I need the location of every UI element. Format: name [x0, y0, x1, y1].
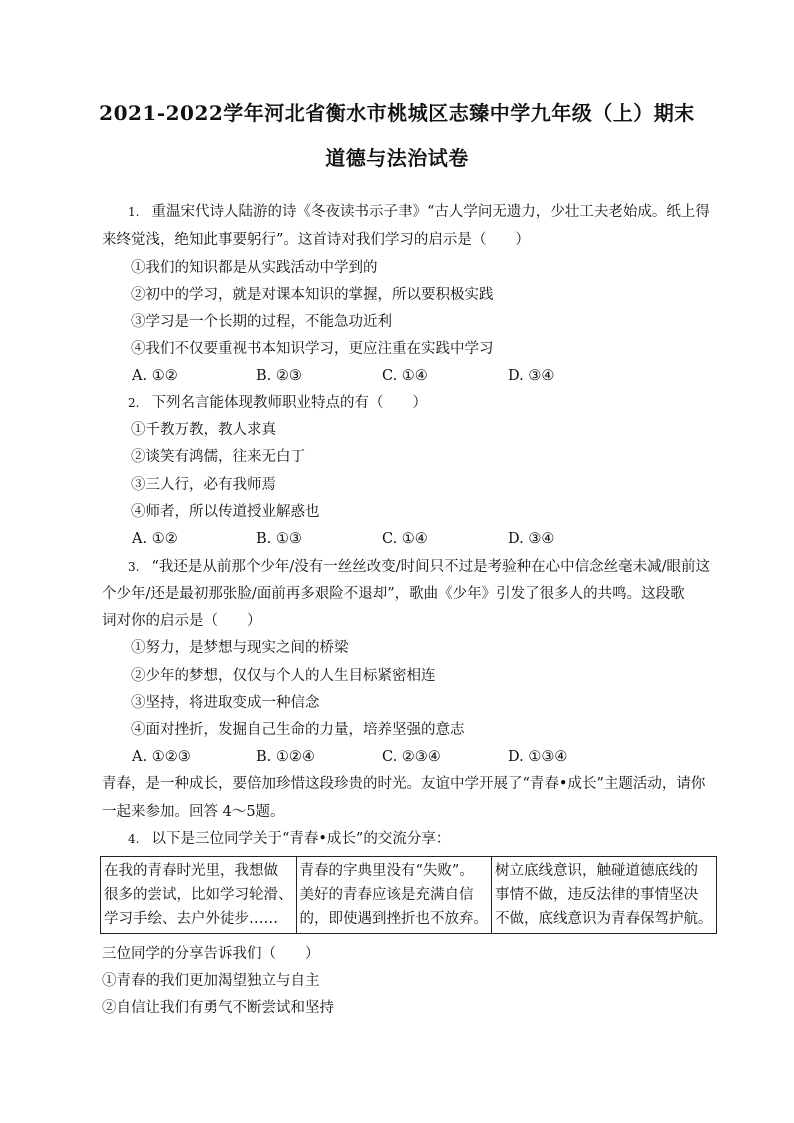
- question-4-item-1: ①青春的我们更加渴望独立与自主: [102, 973, 320, 989]
- cell-text: 事情不做，违反法律的事情坚决: [495, 887, 698, 903]
- question-2-item-1: ①千教万教，教人求真: [131, 422, 276, 438]
- question-1-item-1: ①我们的知识都是从实践活动中学到的: [131, 260, 378, 276]
- question-3-stem-line3: 词对你的启示是（ ）: [102, 613, 262, 629]
- question-1-stem-line1: [128, 202, 710, 222]
- question-4-item-2: ②自信让我们有勇气不断尝试和坚持: [102, 1000, 334, 1016]
- question-3-item-1: ①努力，是梦想与现实之间的桥梁: [131, 640, 349, 656]
- question-3-stem-text: “我还是从前那个少年/没有一丝丝改变/时间只不过是考验种在心中信念丝毫未减/眼前这: [151, 559, 711, 575]
- cell-text: 不做，底线意识为青春保驾护航。: [495, 911, 713, 927]
- question-1-option-c[interactable]: C. ①④: [382, 368, 428, 384]
- question-2-option-a[interactable]: A. ①②: [132, 531, 178, 547]
- question-2-option-d[interactable]: D. ③④: [508, 531, 555, 547]
- question-3-option-d[interactable]: D. ①③④: [508, 749, 568, 765]
- question-1-number: 1.: [128, 205, 140, 219]
- cell-text: 的，即使遇到挫折也不放弃。: [299, 911, 488, 927]
- question-2-item-3: ③三人行，必有我师焉: [131, 477, 276, 493]
- question-3-stem-line2: 个少年/还是最初那张脸/面前再多艰险不退却”，歌曲《少年》引发了很多人的共鸣。这段歌: [102, 586, 685, 602]
- question-1-stem-text: 重温宋代诗人陆游的诗《冬夜读书示子聿》“古人学问无遗力，少壮工夫老始成。纸上得: [151, 204, 710, 220]
- question-2-option-b[interactable]: B. ①③: [256, 531, 302, 547]
- question-3-item-3: ③坚持，将进取变成一种信念: [131, 695, 320, 711]
- section-intro-line2: 一起来参加。回答 4～5题。: [102, 804, 285, 820]
- sharing-cell-1: [101, 857, 297, 934]
- question-4-stem-text: 以下是三位同学关于“青春•成长”的交流分享：: [151, 831, 451, 847]
- question-3-number: 3.: [128, 560, 140, 574]
- question-2-stem-text: 下列名言能体现教师职业特点的有（ ）: [151, 395, 427, 411]
- sharing-cell-3: [492, 857, 717, 934]
- question-2-stem-line1: [128, 393, 427, 413]
- question-2-item-4: ④师者，所以传道授业解惑也: [131, 504, 320, 520]
- sharing-cell-2: [296, 857, 492, 934]
- question-1-option-d[interactable]: D. ③④: [508, 368, 555, 384]
- question-3-stem-line1: [128, 557, 710, 577]
- question-1-option-a[interactable]: A. ①②: [132, 368, 178, 384]
- question-2-number: 2.: [128, 396, 140, 410]
- question-3-item-2: ②少年的梦想，仅仅与个人的人生目标紧密相连: [131, 668, 436, 684]
- exam-title-line1: 2021-2022学年河北省衡水市桃城区志臻中学九年级（上）期末: [99, 101, 695, 125]
- question-4-number: 4.: [128, 832, 140, 846]
- question-1-option-b[interactable]: B. ②③: [256, 368, 302, 384]
- cell-text: 很多的尝试，比如学习轮滑、: [104, 887, 293, 903]
- table-row: [101, 857, 717, 934]
- question-3-option-a[interactable]: A. ①②③: [132, 749, 191, 765]
- question-3-option-c[interactable]: C. ②③④: [382, 749, 441, 765]
- cell-text: 青春的字典里没有“失败”。: [299, 863, 474, 879]
- question-3-item-4: ④面对挫折，发掘自己生命的力量，培养坚强的意志: [131, 722, 465, 738]
- question-3-option-b[interactable]: B. ①②④: [256, 749, 315, 765]
- sharing-table: [100, 856, 717, 934]
- question-2-item-2: ②谈笑有鸿儒，往来无白丁: [131, 449, 305, 465]
- question-4-stem-line1: [128, 829, 450, 849]
- question-1-item-2: ②初中的学习，就是对课本知识的掌握，所以要积极实践: [131, 287, 494, 303]
- cell-text: 学习手绘、去户外徒步……: [104, 911, 278, 927]
- section-intro-line1: 青春，是一种成长，要倍加珍惜这段珍贵的时光。友谊中学开展了“青春•成长”主题活动，请你: [102, 776, 706, 792]
- cell-text: 美好的青春应该是充满自信: [299, 887, 474, 903]
- question-1-item-4: ④我们不仅要重视书本知识学习，更应注重在实践中学习: [131, 341, 494, 357]
- cell-text: 树立底线意识，触碰道德底线的: [495, 863, 698, 879]
- question-1-item-3: ③学习是一个长期的过程，不能急功近利: [131, 314, 392, 330]
- cell-text: 在我的青春时光里，我想做: [104, 863, 278, 879]
- question-1-stem-line2: 来终觉浅，绝知此事要躬行”。这首诗对我们学习的启示是（ ）: [102, 232, 530, 248]
- question-2-option-c[interactable]: C. ①④: [382, 531, 428, 547]
- question-4-after-text: 三位同学的分享告诉我们（ ）: [102, 946, 320, 962]
- exam-title-line2: 道德与法治试卷: [325, 146, 469, 170]
